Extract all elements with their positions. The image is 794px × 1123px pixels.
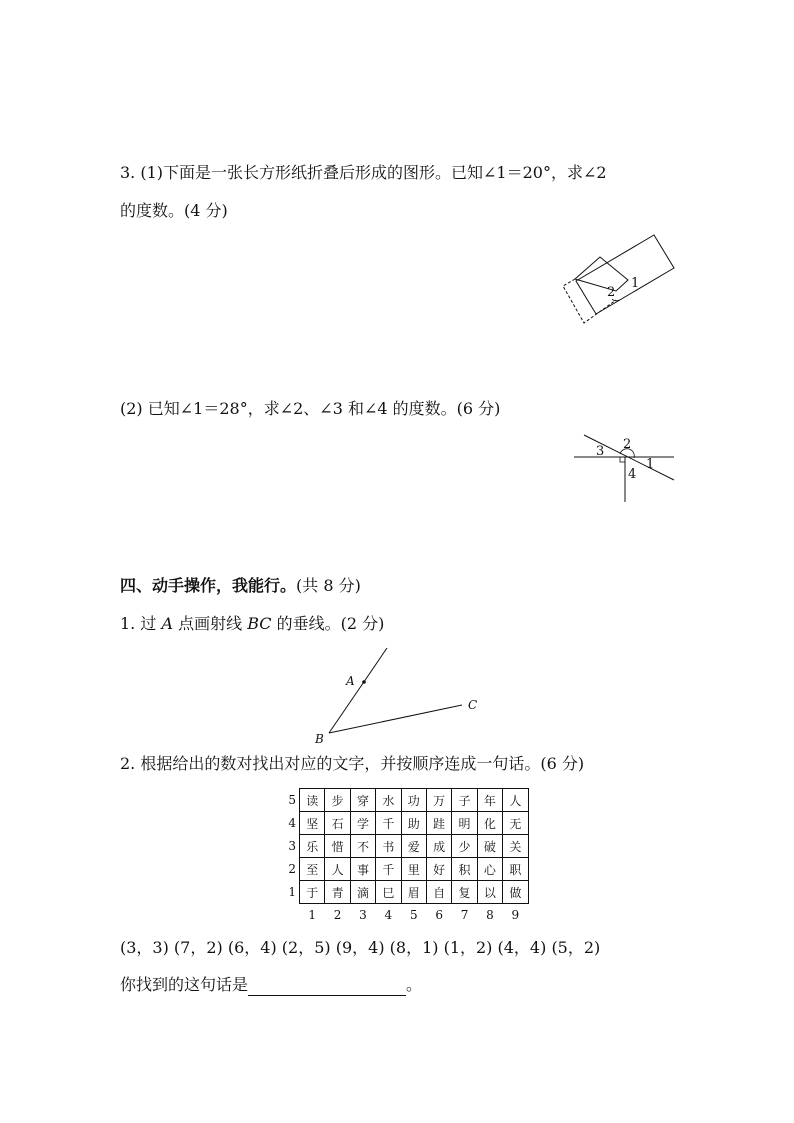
grid-cell: 不: [350, 835, 375, 858]
q3-part1-line2: 的度数。(4 分): [120, 201, 228, 220]
grid-cell: 书: [376, 835, 401, 858]
q3-part1-line1: 3. (1)下面是一张长方形纸折叠后形成的图形。已知∠1＝20°，求∠2: [120, 163, 607, 182]
grid-x-label: 7: [460, 908, 469, 922]
grid-row: [282, 812, 528, 835]
grid-cell: 惜: [325, 835, 350, 858]
paper-rectangle: [576, 235, 674, 314]
grid-cell: 里: [401, 858, 426, 881]
grid-cell: 关: [503, 835, 528, 858]
grid-row: [282, 881, 528, 904]
grid-cell: 心: [477, 858, 502, 881]
grid-corner: [282, 904, 300, 927]
grid-x-axis: [282, 904, 528, 927]
grid-row: [282, 789, 528, 812]
grid-cell: 事: [350, 858, 375, 881]
angle-label-2: 2: [607, 285, 616, 300]
grid-cell: 子: [452, 789, 477, 812]
coordinate-pairs: (3，3) (7，2) (6，4) (2，5) (9，4) (8，1) (1，2) (4，4) (5，2): [120, 938, 601, 957]
grid-cell: 做: [503, 881, 528, 904]
folded-paper-figure: [558, 228, 680, 328]
grid-cell: 无: [503, 812, 528, 835]
grid-y-label: 5: [288, 793, 296, 807]
grid-cell: 读: [300, 789, 325, 812]
grid-y-label: 1: [288, 885, 296, 899]
ray-bc: [329, 705, 462, 733]
grid-cell: 明: [452, 812, 477, 835]
grid-cell: 步: [325, 789, 350, 812]
grid-y-label: 4: [288, 816, 296, 830]
grid-cell: 水: [376, 789, 401, 812]
s4-q2-text: 2. 根据给出的数对找出对应的文字，并按顺序连成一句话。(6 分): [120, 754, 585, 773]
point-b-text: B: [315, 732, 324, 746]
grid-cell: 千: [376, 812, 401, 835]
grid-cell: 人: [503, 789, 528, 812]
grid-cell: 于: [300, 881, 325, 904]
character-grid: [282, 788, 529, 926]
grid-cell: 跬: [426, 812, 451, 835]
point-a: [362, 680, 366, 684]
grid-cell: 至: [300, 858, 325, 881]
grid-cell: 化: [477, 812, 502, 835]
answer-line: 你找到的这句话是 。: [120, 975, 423, 994]
angle-label-2: 2: [623, 437, 632, 452]
point-a-text: A: [346, 674, 355, 688]
grid-x-label: 6: [435, 908, 443, 922]
grid-cell: 功: [401, 789, 426, 812]
answer-prompt: 你找到的这句话是: [120, 975, 249, 994]
answer-blank[interactable]: [248, 979, 406, 996]
grid-row: [282, 858, 528, 881]
right-angle-mark: [620, 457, 625, 462]
angle-label-1: 1: [646, 457, 655, 472]
q3-part2-text: (2) 已知∠1＝28°，求∠2、∠3 和∠4 的度数。(6 分): [120, 399, 501, 418]
ray-bc-label: BC: [247, 614, 272, 633]
grid-x-label: 3: [359, 908, 367, 922]
section4-title: 四、动手操作，我能行。: [120, 576, 297, 595]
grid-cell: 学: [350, 812, 375, 835]
grid-cell: 万: [426, 789, 451, 812]
grid-cell: 以: [477, 881, 502, 904]
grid-row: [282, 835, 528, 858]
grid-cell: 滴: [350, 881, 375, 904]
grid-cell: 助: [401, 812, 426, 835]
grid-cell: 人: [325, 858, 350, 881]
grid-cell: 职: [503, 858, 528, 881]
folded-flap: [575, 257, 628, 291]
grid-cell: 少: [452, 835, 477, 858]
grid-cell: 眉: [401, 881, 426, 904]
ray-figure: [310, 643, 485, 748]
section4-score: (共 8 分): [296, 576, 361, 595]
grid-cell: 年: [477, 789, 502, 812]
line-ba: [329, 648, 387, 733]
grid-x-label: 2: [333, 908, 342, 922]
point-a-label: A: [161, 614, 174, 633]
s4-q1-text: 1. 过 A 点画射线 BC 的垂线。(2 分): [120, 614, 385, 633]
grid-x-label: 4: [384, 908, 393, 922]
point-c-text: C: [468, 698, 478, 712]
grid-cell: 青: [325, 881, 350, 904]
grid-x-label: 1: [308, 908, 317, 922]
grid-y-label: 2: [288, 862, 296, 876]
grid-x-label: 5: [409, 908, 418, 922]
grid-cell: 爱: [401, 835, 426, 858]
grid-cell: 好: [426, 858, 451, 881]
grid-x-label: 9: [511, 908, 520, 922]
grid-cell: 石: [325, 812, 350, 835]
grid-cell: 穿: [350, 789, 375, 812]
angle-label-3: 3: [596, 444, 605, 459]
grid-cell: 巳: [376, 881, 401, 904]
section4-heading: [120, 575, 361, 597]
intersecting-lines-figure: [572, 430, 678, 506]
grid-x-label: 8: [486, 908, 494, 922]
grid-cell: 坚: [300, 812, 325, 835]
grid-y-label: 3: [288, 839, 296, 853]
grid-cell: 积: [452, 858, 477, 881]
grid-cell: 复: [452, 881, 477, 904]
grid-cell: 破: [477, 835, 502, 858]
grid-cell: 成: [426, 835, 451, 858]
grid-cell: 乐: [300, 835, 325, 858]
angle-label-4: 4: [628, 467, 637, 482]
grid-cell: 自: [426, 881, 451, 904]
grid-cell: 千: [376, 858, 401, 881]
angle-label-1: 1: [631, 276, 640, 291]
